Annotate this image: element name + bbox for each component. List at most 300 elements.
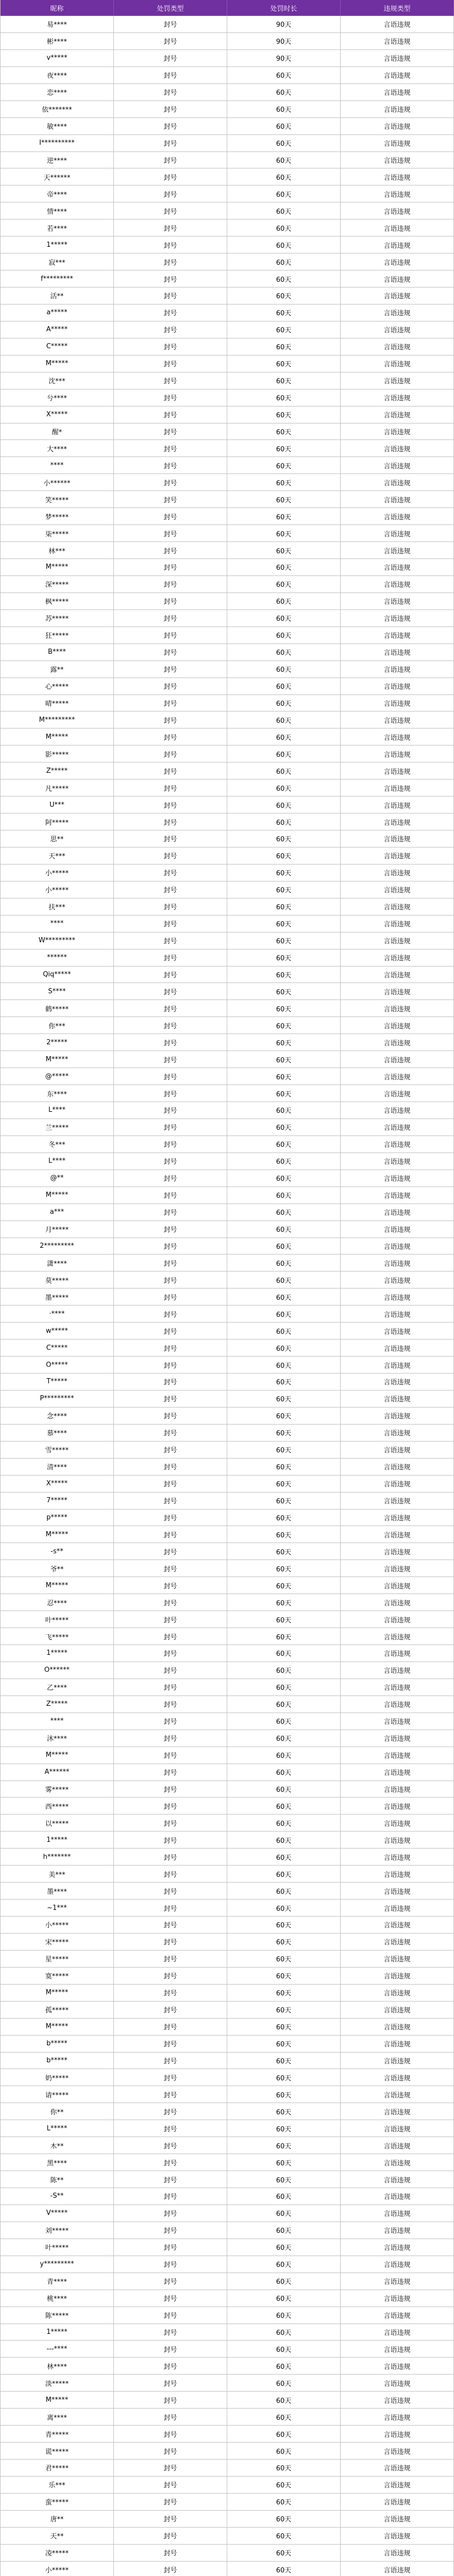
penalty-duration-cell: 60天 xyxy=(227,118,341,135)
nickname-cell: 青**** xyxy=(1,2273,114,2290)
violation-type-cell: 言语违规 xyxy=(341,1017,454,1034)
penalty-type-cell: 封号 xyxy=(114,2002,227,2019)
penalty-duration-cell: 60天 xyxy=(227,1951,341,1968)
table-row xyxy=(1,2426,454,2443)
penalty-duration-cell: 60天 xyxy=(227,1340,341,1357)
nickname-cell: 天*** xyxy=(1,848,114,865)
penalty-duration-cell: 60天 xyxy=(227,1798,341,1815)
penalty-duration-cell: 60天 xyxy=(227,1645,341,1662)
penalty-duration-cell: 60天 xyxy=(227,508,341,525)
nickname-cell: 西***** xyxy=(1,1798,114,1815)
table-row xyxy=(1,101,454,118)
penalty-type-cell: 封号 xyxy=(114,1408,227,1425)
penalty-type-cell: 封号 xyxy=(114,1781,227,1798)
penalty-type-cell: 封号 xyxy=(114,1255,227,1272)
penalty-type-cell: 封号 xyxy=(114,185,227,202)
penalty-duration-cell: 60天 xyxy=(227,1934,341,1951)
penalty-duration-cell: 60天 xyxy=(227,2019,341,2036)
violation-type-cell: 言语违规 xyxy=(341,2222,454,2239)
nickname-cell: w***** xyxy=(1,1323,114,1340)
penalty-duration-cell: 60天 xyxy=(227,644,341,661)
penalty-type-cell: 封号 xyxy=(114,67,227,84)
violation-type-cell: 言语违规 xyxy=(341,1238,454,1255)
nickname-cell: 逆**** xyxy=(1,152,114,169)
table-row xyxy=(1,627,454,644)
penalty-duration-cell: 60天 xyxy=(227,1459,341,1476)
penalty-type-cell: 封号 xyxy=(114,2426,227,2443)
penalty-type-cell: 封号 xyxy=(114,2375,227,2392)
violation-type-cell: 言语违规 xyxy=(341,1000,454,1017)
penalty-duration-cell: 60天 xyxy=(227,253,341,270)
violation-type-cell: 言语违规 xyxy=(341,2392,454,2409)
nickname-cell: C***** xyxy=(1,1340,114,1357)
penalty-duration-cell: 60天 xyxy=(227,2002,341,2019)
penalty-type-cell: 封号 xyxy=(114,457,227,474)
penalty-duration-cell: 60天 xyxy=(227,406,341,423)
penalty-type-cell: 封号 xyxy=(114,762,227,779)
table-row xyxy=(1,1543,454,1560)
table-row xyxy=(1,2324,454,2341)
table-row xyxy=(1,1611,454,1628)
penalty-duration-cell: 60天 xyxy=(227,457,341,474)
table-row xyxy=(1,1781,454,1798)
penalty-type-cell: 封号 xyxy=(114,576,227,593)
penalty-duration-cell: 60天 xyxy=(227,2273,341,2290)
table-row xyxy=(1,2375,454,2392)
nickname-cell: -s** xyxy=(1,1543,114,1560)
table-row xyxy=(1,593,454,610)
penalty-duration-cell: 60天 xyxy=(227,1323,341,1340)
nickname-cell: M***** xyxy=(1,728,114,745)
table-row xyxy=(1,2443,454,2460)
nickname-cell: X***** xyxy=(1,1476,114,1493)
nickname-cell: 雾***** xyxy=(1,1781,114,1798)
penalty-type-cell: 封号 xyxy=(114,2053,227,2070)
penalty-type-cell: 封号 xyxy=(114,1340,227,1357)
nickname-cell: 君***** xyxy=(1,2460,114,2477)
penalty-duration-cell: 60天 xyxy=(227,2036,341,2053)
table-row xyxy=(1,1951,454,1968)
penalty-type-cell: 封号 xyxy=(114,1374,227,1391)
nickname-cell: U*** xyxy=(1,796,114,814)
penalty-type-cell: 封号 xyxy=(114,2120,227,2137)
penalty-type-cell: 封号 xyxy=(114,1543,227,1560)
violation-type-cell: 言语违规 xyxy=(341,1119,454,1136)
violation-type-cell: 言语违规 xyxy=(341,1204,454,1221)
penalty-duration-cell: 60天 xyxy=(227,916,341,933)
violation-type-cell: 言语违规 xyxy=(341,2205,454,2222)
penalty-type-cell: 封号 xyxy=(114,389,227,406)
violation-type-cell: 言语违规 xyxy=(341,2477,454,2494)
nickname-cell: a***** xyxy=(1,304,114,321)
table-row xyxy=(1,1764,454,1781)
penalty-type-cell: 封号 xyxy=(114,2290,227,2307)
nickname-cell: 天** xyxy=(1,2528,114,2545)
penalty-duration-cell: 60天 xyxy=(227,440,341,457)
violation-type-cell: 言语违规 xyxy=(341,2053,454,2070)
nickname-cell: 狂***** xyxy=(1,627,114,644)
penalty-type-cell: 封号 xyxy=(114,2562,227,2576)
penalty-duration-cell: 60天 xyxy=(227,1374,341,1391)
nickname-cell: 爷** xyxy=(1,1560,114,1577)
penalty-duration-cell: 60天 xyxy=(227,2511,341,2528)
penalty-duration-cell: 60天 xyxy=(227,355,341,372)
penalty-duration-cell: 60天 xyxy=(227,1679,341,1696)
table-row xyxy=(1,2188,454,2205)
penalty-type-cell: 封号 xyxy=(114,168,227,185)
penalty-duration-cell: 60天 xyxy=(227,950,341,967)
penalty-type-cell: 封号 xyxy=(114,304,227,321)
nickname-cell: 桃**** xyxy=(1,2290,114,2307)
violation-type-cell: 言语违规 xyxy=(341,779,454,796)
table-row xyxy=(1,2120,454,2137)
penalty-duration-cell: 60天 xyxy=(227,2392,341,2409)
violation-type-cell: 言语违规 xyxy=(341,1221,454,1238)
table-row xyxy=(1,2562,454,2576)
penalty-duration-cell: 60天 xyxy=(227,2171,341,2188)
table-row xyxy=(1,610,454,627)
nickname-cell: 凡***** xyxy=(1,779,114,796)
penalty-duration-cell: 60天 xyxy=(227,1051,341,1068)
penalty-type-cell: 封号 xyxy=(114,33,227,50)
penalty-duration-cell: 60天 xyxy=(227,576,341,593)
penalty-type-cell: 封号 xyxy=(114,321,227,338)
table-row xyxy=(1,1900,454,1917)
nickname-cell: Z***** xyxy=(1,762,114,779)
table-row xyxy=(1,1323,454,1340)
nickname-cell: y********* xyxy=(1,2256,114,2273)
nickname-cell: 恋**** xyxy=(1,84,114,101)
nickname-cell: b***** xyxy=(1,2036,114,2053)
violation-type-cell: 言语违规 xyxy=(341,202,454,219)
nickname-cell: 念**** xyxy=(1,1408,114,1425)
penalty-type-cell: 封号 xyxy=(114,848,227,865)
violation-type-cell: 言语违规 xyxy=(341,1187,454,1204)
violation-type-cell: 言语违规 xyxy=(341,1255,454,1272)
nickname-cell: 1***** xyxy=(1,236,114,253)
violation-type-cell: 言语违规 xyxy=(341,1849,454,1866)
penalty-type-cell: 封号 xyxy=(114,474,227,491)
violation-type-cell: 言语违规 xyxy=(341,1170,454,1187)
violation-type-cell: 言语违规 xyxy=(341,593,454,610)
nickname-cell: M***** xyxy=(1,1051,114,1068)
violation-type-cell: 言语违规 xyxy=(341,2426,454,2443)
penalty-duration-cell: 60天 xyxy=(227,1713,341,1730)
penalty-type-cell: 封号 xyxy=(114,899,227,916)
violation-type-cell: 言语违规 xyxy=(341,1781,454,1798)
penalty-type-cell: 封号 xyxy=(114,1476,227,1493)
violation-type-cell: 言语违规 xyxy=(341,916,454,933)
penalty-type-cell: 封号 xyxy=(114,1204,227,1221)
table-row xyxy=(1,423,454,440)
penalty-type-cell: 封号 xyxy=(114,2154,227,2171)
penalty-type-cell: 封号 xyxy=(114,1696,227,1713)
nickname-cell: 飞***** xyxy=(1,1628,114,1645)
violation-type-cell: 言语违规 xyxy=(341,627,454,644)
penalty-type-cell: 封号 xyxy=(114,1560,227,1577)
penalty-duration-cell: 60天 xyxy=(227,1476,341,1493)
penalty-type-cell: 封号 xyxy=(114,967,227,984)
penalty-duration-cell: 60天 xyxy=(227,2477,341,2494)
nickname-cell: 深***** xyxy=(1,576,114,593)
penalty-type-cell: 封号 xyxy=(114,593,227,610)
penalty-type-cell: 封号 xyxy=(114,1917,227,1934)
penalty-type-cell: 封号 xyxy=(114,1391,227,1408)
nickname-cell: 寞***** xyxy=(1,1968,114,1985)
nickname-cell: 黑**** xyxy=(1,2154,114,2171)
penalty-duration-cell: 60天 xyxy=(227,1781,341,1798)
violation-type-cell: 言语违规 xyxy=(341,101,454,118)
penalty-duration-cell: 90天 xyxy=(227,50,341,67)
penalty-duration-cell: 60天 xyxy=(227,882,341,899)
table-body xyxy=(1,16,454,2576)
penalty-duration-cell: 60天 xyxy=(227,185,341,202)
nickname-cell: M***** xyxy=(1,559,114,576)
violation-type-cell: 言语违规 xyxy=(341,135,454,152)
violation-type-cell: 言语违规 xyxy=(341,2528,454,2545)
table-row xyxy=(1,2222,454,2239)
penalty-duration-cell: 60天 xyxy=(227,135,341,152)
nickname-cell: 心***** xyxy=(1,678,114,695)
penalty-duration-cell: 60天 xyxy=(227,2256,341,2273)
penalty-duration-cell: 60天 xyxy=(227,219,341,236)
violation-type-cell: 言语违规 xyxy=(341,2188,454,2205)
nickname-cell: ·**** xyxy=(1,1306,114,1323)
table-row xyxy=(1,1594,454,1611)
penalty-duration-cell: 90天 xyxy=(227,33,341,50)
violation-type-cell: 言语违规 xyxy=(341,1510,454,1527)
nickname-cell: 奶***** xyxy=(1,2069,114,2086)
penalty-duration-cell: 60天 xyxy=(227,2239,341,2256)
table-row xyxy=(1,1068,454,1085)
penalty-type-cell: 封号 xyxy=(114,1102,227,1119)
penalty-duration-cell: 60天 xyxy=(227,1917,341,1934)
table-row xyxy=(1,1476,454,1493)
violation-type-cell: 言语违规 xyxy=(341,983,454,1000)
table-row xyxy=(1,967,454,984)
violation-type-cell: 言语违规 xyxy=(341,967,454,984)
penalty-type-cell: 封号 xyxy=(114,2086,227,2103)
table-row xyxy=(1,219,454,236)
penalty-duration-cell: 60天 xyxy=(227,661,341,678)
penalty-duration-cell: 60天 xyxy=(227,84,341,101)
penalty-duration-cell: 60天 xyxy=(227,2205,341,2222)
violation-type-cell: 言语违规 xyxy=(341,1153,454,1170)
penalty-duration-cell: 60天 xyxy=(227,2222,341,2239)
penalty-duration-cell: 60天 xyxy=(227,1442,341,1459)
violation-type-cell: 言语违规 xyxy=(341,33,454,50)
penalty-duration-cell: 90天 xyxy=(227,16,341,33)
table-row xyxy=(1,1628,454,1645)
penalty-type-cell: 封号 xyxy=(114,508,227,525)
nickname-cell: 枫***** xyxy=(1,593,114,610)
penalty-type-cell: 封号 xyxy=(114,1068,227,1085)
penalty-type-cell: 封号 xyxy=(114,1272,227,1289)
table-row xyxy=(1,2239,454,2256)
violation-type-cell: 言语违规 xyxy=(341,2171,454,2188)
penalty-type-cell: 封号 xyxy=(114,983,227,1000)
nickname-cell: @***** xyxy=(1,1068,114,1085)
penalty-type-cell: 封号 xyxy=(114,796,227,814)
penalty-duration-cell: 60天 xyxy=(227,745,341,762)
nickname-cell: 潇**** xyxy=(1,1255,114,1272)
penalty-type-cell: 封号 xyxy=(114,1628,227,1645)
violation-type-cell: 言语违规 xyxy=(341,899,454,916)
penalty-duration-cell: 60天 xyxy=(227,2545,341,2562)
penalty-duration-cell: 60天 xyxy=(227,1272,341,1289)
table-row xyxy=(1,389,454,406)
violation-type-cell: 言语违规 xyxy=(341,2120,454,2137)
violation-type-cell: 言语违规 xyxy=(341,1832,454,1849)
nickname-cell: 1***** xyxy=(1,1832,114,1849)
nickname-cell: 离**** xyxy=(1,2409,114,2426)
penalty-duration-cell: 60天 xyxy=(227,1560,341,1577)
penalty-duration-cell: 60天 xyxy=(227,304,341,321)
nickname-cell: 墨***** xyxy=(1,1289,114,1306)
penalty-type-cell: 封号 xyxy=(114,1866,227,1883)
violation-type-cell: 言语违规 xyxy=(341,152,454,169)
penalty-type-cell: 封号 xyxy=(114,152,227,169)
table-row xyxy=(1,2086,454,2103)
penalty-duration-cell: 60天 xyxy=(227,779,341,796)
penalty-type-cell: 封号 xyxy=(114,1153,227,1170)
penalty-duration-cell: 60天 xyxy=(227,933,341,950)
table-row xyxy=(1,1493,454,1510)
violation-type-cell: 言语违规 xyxy=(341,1951,454,1968)
penalty-type-cell: 封号 xyxy=(114,1832,227,1849)
nickname-cell: Z***** xyxy=(1,1696,114,1713)
penalty-type-cell: 封号 xyxy=(114,338,227,355)
table-row xyxy=(1,1102,454,1119)
penalty-type-cell: 封号 xyxy=(114,1985,227,2002)
table-row xyxy=(1,1747,454,1764)
nickname-cell: 沈*** xyxy=(1,372,114,389)
penalty-duration-cell: 60天 xyxy=(227,2494,341,2511)
nickname-cell: 情**** xyxy=(1,202,114,219)
penalty-duration-cell: 60天 xyxy=(227,1238,341,1255)
violation-type-cell: 言语违规 xyxy=(341,236,454,253)
penalty-type-cell: 封号 xyxy=(114,559,227,576)
table-row xyxy=(1,287,454,304)
penalty-type-cell: 封号 xyxy=(114,1662,227,1679)
nickname-cell: 彬**** xyxy=(1,33,114,50)
penalty-duration-cell: 60天 xyxy=(227,1085,341,1102)
nickname-cell: Qiq***** xyxy=(1,967,114,984)
table-row xyxy=(1,1289,454,1306)
table-row xyxy=(1,236,454,253)
nickname-cell: 叶***** xyxy=(1,2239,114,2256)
nickname-cell: 莫***** xyxy=(1,1272,114,1289)
penalty-duration-cell: 60天 xyxy=(227,627,341,644)
nickname-cell: 小***** xyxy=(1,1917,114,1934)
table-row xyxy=(1,576,454,593)
penalty-type-cell: 封号 xyxy=(114,2460,227,2477)
violation-type-cell: 言语违规 xyxy=(341,559,454,576)
nickname-cell: 1***** xyxy=(1,2324,114,2341)
violation-type-cell: 言语违规 xyxy=(341,1543,454,1560)
penalty-duration-cell: 60天 xyxy=(227,1187,341,1204)
table-row xyxy=(1,2409,454,2426)
violation-type-cell: 言语违规 xyxy=(341,1493,454,1510)
header-violation-type: 违规类型 xyxy=(341,0,454,16)
nickname-cell: 露** xyxy=(1,661,114,678)
table-row xyxy=(1,1730,454,1747)
violation-type-cell: 言语违规 xyxy=(341,2324,454,2341)
penalty-duration-cell: 60天 xyxy=(227,848,341,865)
table-row xyxy=(1,899,454,916)
penalty-type-cell: 封号 xyxy=(114,711,227,728)
table-row xyxy=(1,185,454,202)
nickname-cell: 扶*** xyxy=(1,899,114,916)
violation-type-cell: 言语违规 xyxy=(341,1815,454,1832)
penalty-duration-cell: 60天 xyxy=(227,1289,341,1306)
nickname-cell: M***** xyxy=(1,2392,114,2409)
nickname-cell: 陈** xyxy=(1,2171,114,2188)
penalty-duration-cell: 60天 xyxy=(227,1425,341,1442)
violation-type-cell: 言语违规 xyxy=(341,576,454,593)
penalty-duration-cell: 60天 xyxy=(227,2409,341,2426)
penalty-type-cell: 封号 xyxy=(114,1577,227,1594)
penalty-type-cell: 封号 xyxy=(114,1459,227,1476)
penalty-type-cell: 封号 xyxy=(114,1747,227,1764)
nickname-cell: 易**** xyxy=(1,16,114,33)
penalty-type-cell: 封号 xyxy=(114,2069,227,2086)
penalty-duration-cell: 60天 xyxy=(227,1968,341,1985)
penalty-duration-cell: 60天 xyxy=(227,1221,341,1238)
violation-type-cell: 言语违规 xyxy=(341,321,454,338)
violation-type-cell: 言语违规 xyxy=(341,2154,454,2171)
nickname-cell: 木** xyxy=(1,2137,114,2154)
nickname-cell: 冬*** xyxy=(1,1136,114,1153)
violation-type-cell: 言语违规 xyxy=(341,2375,454,2392)
penalty-duration-cell: 60天 xyxy=(227,287,341,304)
violation-type-cell: 言语违规 xyxy=(341,1747,454,1764)
nickname-cell: I********** xyxy=(1,135,114,152)
violation-type-cell: 言语违规 xyxy=(341,865,454,882)
penalty-type-cell: 封号 xyxy=(114,882,227,899)
violation-type-cell: 言语违规 xyxy=(341,1968,454,1985)
penalty-type-cell: 封号 xyxy=(114,745,227,762)
penalty-type-cell: 封号 xyxy=(114,2341,227,2358)
nickname-cell: A****** xyxy=(1,1764,114,1781)
nickname-cell: 依******* xyxy=(1,101,114,118)
nickname-cell: 寂*** xyxy=(1,253,114,270)
table-row xyxy=(1,2036,454,2053)
table-row xyxy=(1,338,454,355)
penalty-duration-cell: 60天 xyxy=(227,1493,341,1510)
table-row xyxy=(1,2290,454,2307)
table-row xyxy=(1,1221,454,1238)
penalty-duration-cell: 60天 xyxy=(227,2358,341,2375)
violation-type-cell: 言语违规 xyxy=(341,2341,454,2358)
penalty-duration-cell: 60天 xyxy=(227,2154,341,2171)
penalty-type-cell: 封号 xyxy=(114,2205,227,2222)
table-row xyxy=(1,321,454,338)
nickname-cell: 醒* xyxy=(1,423,114,440)
table-row xyxy=(1,1357,454,1374)
penalty-duration-cell: 60天 xyxy=(227,610,341,627)
violation-type-cell: 言语违规 xyxy=(341,796,454,814)
penalty-type-cell: 封号 xyxy=(114,355,227,372)
table-row xyxy=(1,831,454,848)
nickname-cell: 若**** xyxy=(1,219,114,236)
violation-type-cell: 言语违规 xyxy=(341,1034,454,1051)
table-row xyxy=(1,1815,454,1832)
violation-type-cell: 言语违规 xyxy=(341,1306,454,1323)
table-row xyxy=(1,865,454,882)
penalty-type-cell: 封号 xyxy=(114,1900,227,1917)
nickname-cell: M***** xyxy=(1,1747,114,1764)
